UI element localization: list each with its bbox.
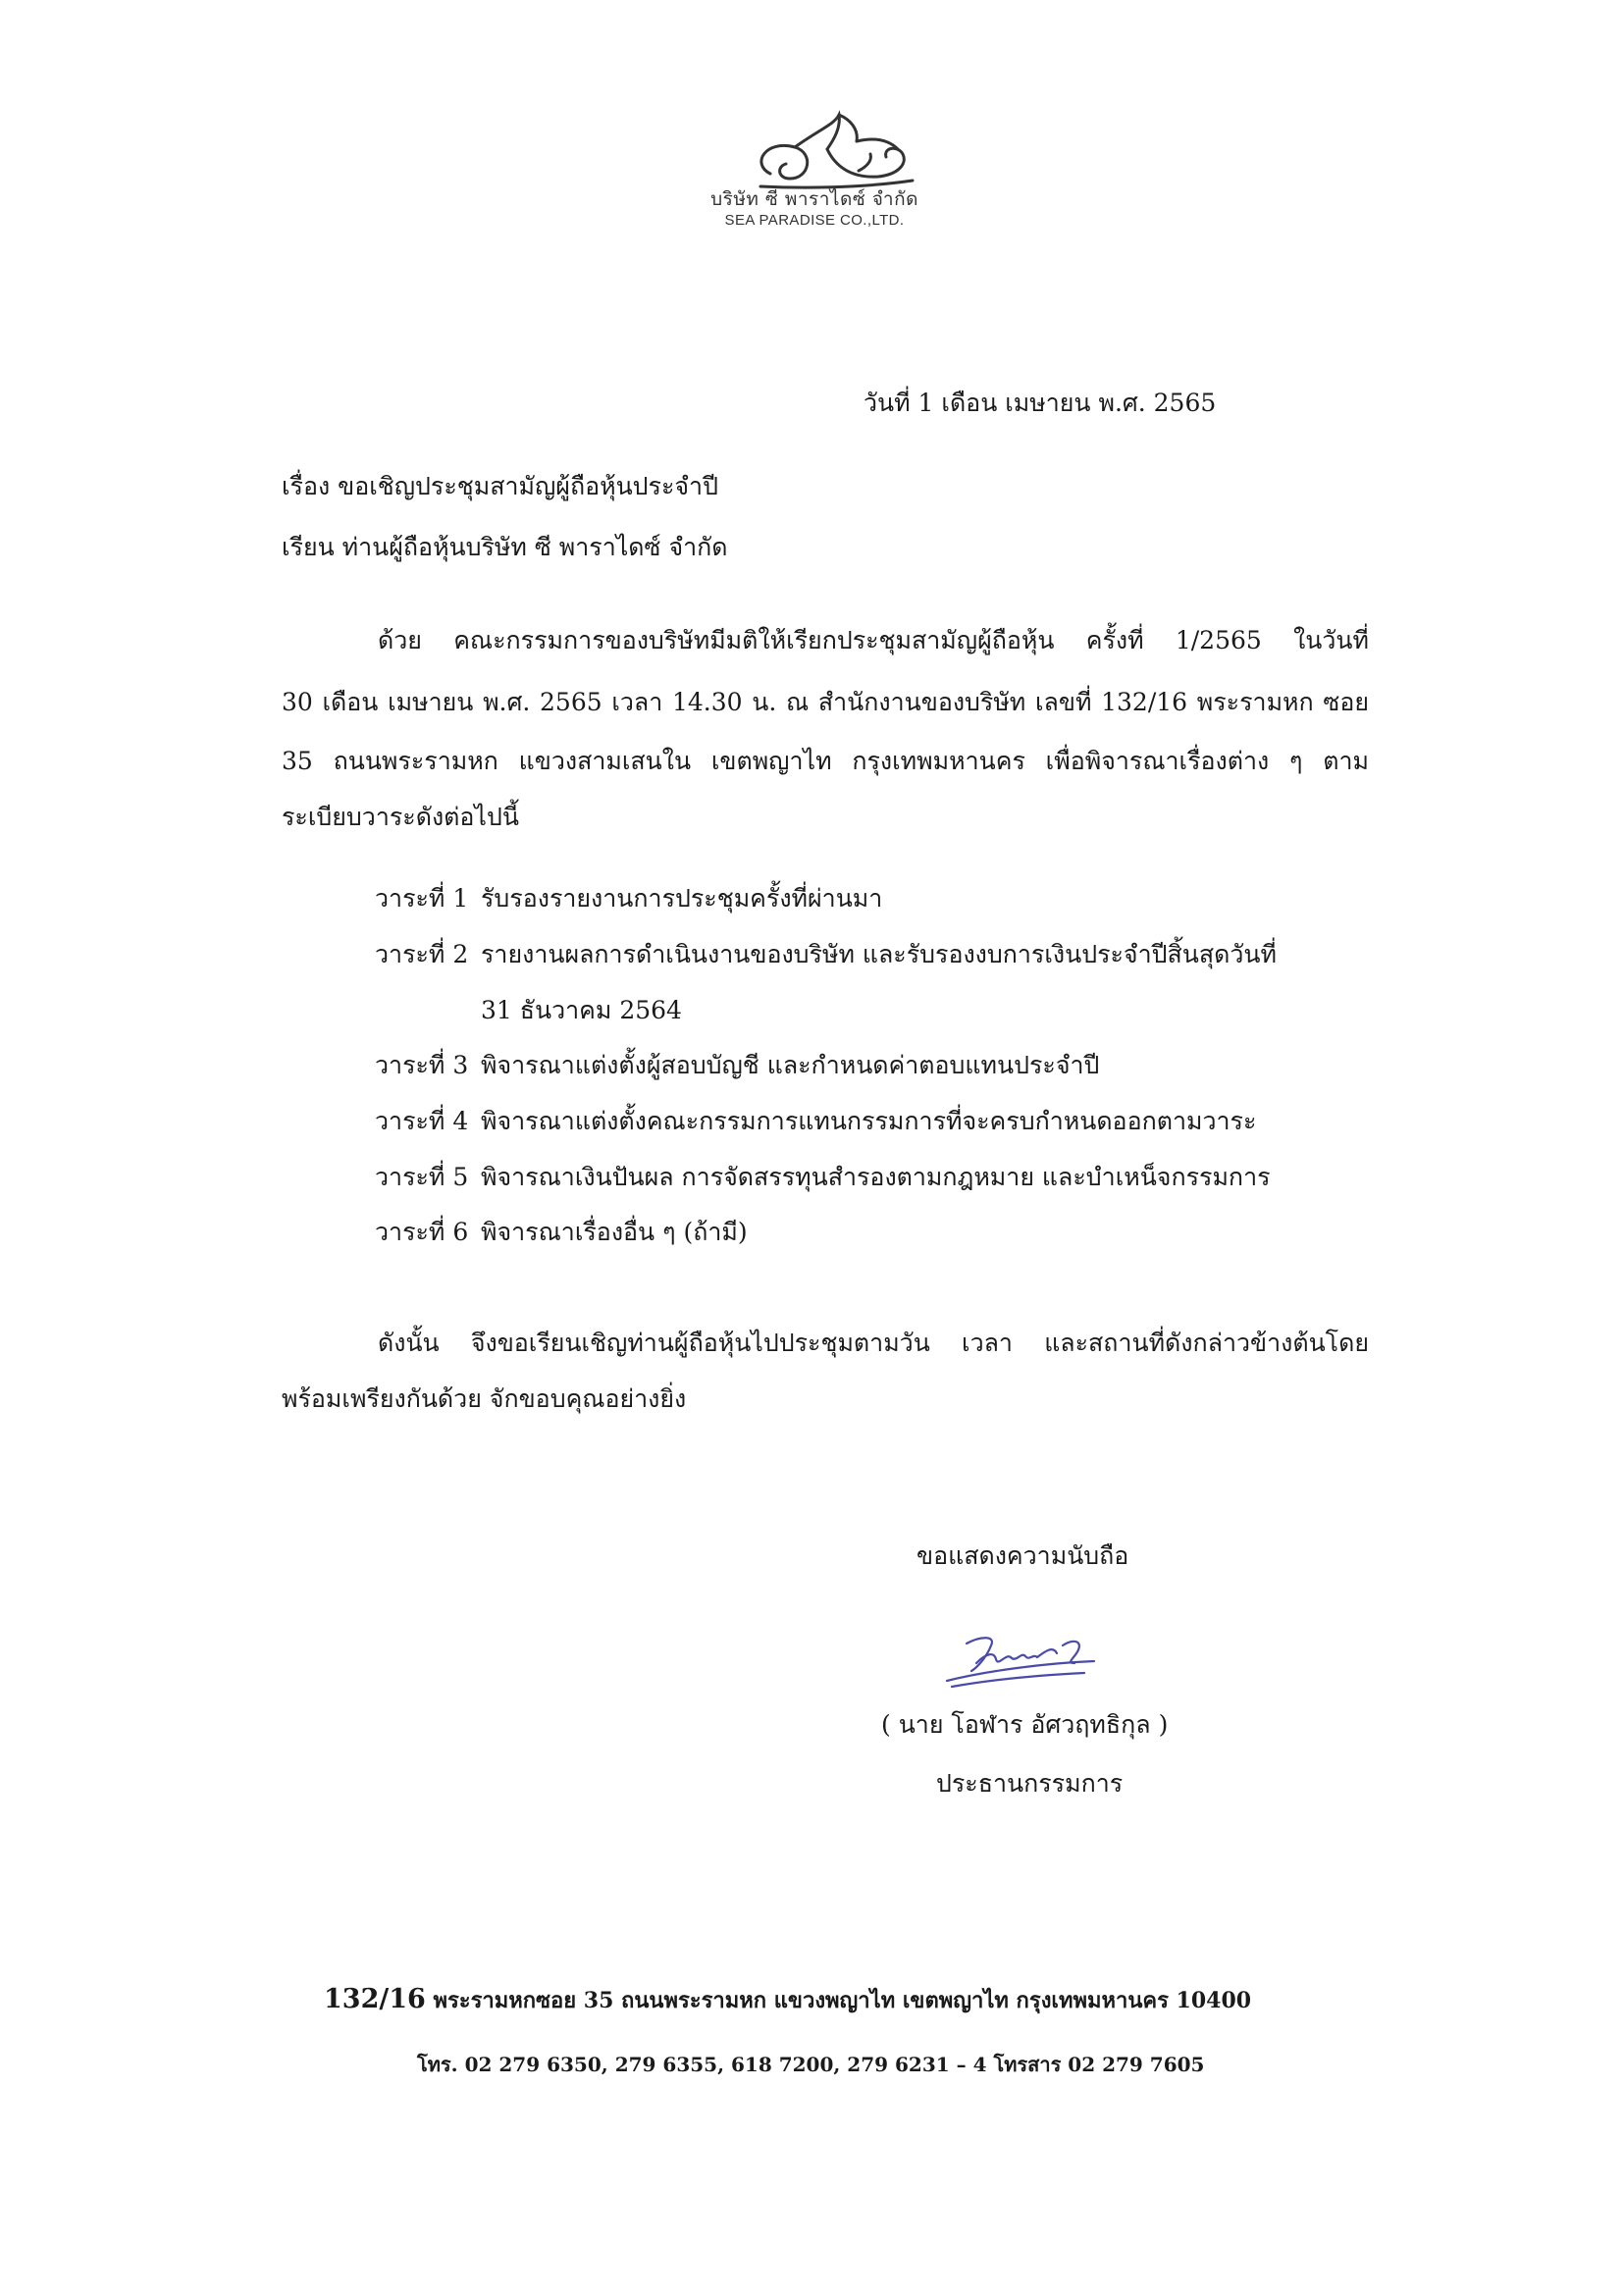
footer-contact: โทร. 02 279 6350, 279 6355, 618 7200, 279 6231 – 4 โทรสาร 02 279 7605 bbox=[417, 2053, 1205, 2076]
footer-address bbox=[324, 1983, 1251, 2017]
footer-address-text: พระรามหกซอย 35 ถนนพระรามหก แขวงพญาไท เขตพญาไท กรุงเทพมหานคร 10400 bbox=[425, 1988, 1252, 2013]
agenda-item-label: วาระที่ 4 bbox=[375, 1107, 469, 1135]
agenda-item-label: วาระที่ 1 bbox=[375, 884, 469, 913]
agenda-item-label: วาระที่ 3 bbox=[375, 1051, 469, 1079]
intro-line: ระเบียบวาระดังต่อไปนี้ bbox=[282, 803, 519, 831]
agenda-item-text: พิจารณาเรื่องอื่น ๆ (ถ้ามี) bbox=[481, 1218, 748, 1246]
agenda-item-label: วาระที่ 5 bbox=[375, 1163, 469, 1191]
footer-address-number: 132/16 bbox=[324, 1984, 426, 2014]
agenda-item-text: รับรองรายงานการประชุมครั้งที่ผ่านมา bbox=[481, 884, 883, 913]
letter-date: วันที่ 1 เดือน เมษายน พ.ศ. 2565 bbox=[864, 389, 1217, 417]
agenda-item-text: พิจารณาแต่งตั้งคณะกรรมการแทนกรรมการที่จะครบกำหนดออกตามวาระ bbox=[481, 1107, 1257, 1135]
company-name-thai: บริษัท ซี พาราไดซ์ จำกัด bbox=[710, 188, 918, 210]
letter-recipient: เรียน ท่านผู้ถือหุ้นบริษัท ซี พาราไดซ์ จำกัด bbox=[282, 533, 728, 561]
agenda-item-label: วาระที่ 6 bbox=[375, 1218, 469, 1246]
closing-paragraph-line: พร้อมเพรียงกันด้วย จักขอบคุณอย่างยิ่ง bbox=[282, 1384, 687, 1413]
intro-line: ด้วย คณะกรรมการของบริษัทมีมติให้เรียกประชุมสามัญผู้ถือหุ้น ครั้งที่ 1/2565 ในวันที่ bbox=[378, 626, 1369, 654]
agenda-item-label: วาระที่ 2 bbox=[375, 940, 469, 968]
intro-line: 35 ถนนพระรามหก แขวงสามเสนใน เขตพญาไท กรุงเทพมหานคร เพื่อพิจารณาเรื่องต่าง ๆ ตาม bbox=[282, 747, 1369, 775]
agenda-item-continuation: 31 ธันวาคม 2564 bbox=[481, 996, 682, 1024]
handwritten-signature-icon bbox=[937, 1624, 1114, 1702]
closing-salutation: ขอแสดงความนับถือ bbox=[916, 1541, 1129, 1570]
signer-title: ประธานกรรมการ bbox=[936, 1769, 1124, 1798]
agenda-item-text: พิจารณาเงินปันผล การจัดสรรทุนสำรองตามกฎหมาย และบำเหน็จกรรมการ bbox=[481, 1163, 1271, 1191]
company-name-english: SEA PARADISE CO.,LTD. bbox=[724, 212, 905, 229]
closing-paragraph-line: ดังนั้น จึงขอเรียนเชิญท่านผู้ถือหุ้นไปประชุมตามวัน เวลา และสถานที่ดังกล่าวข้างต้นโดย bbox=[378, 1329, 1369, 1357]
agenda-item-text: รายงานผลการดำเนินงานของบริษัท และรับรองงบการเงินประจำปีสิ้นสุดวันที่ bbox=[481, 940, 1277, 968]
agenda-item-text: พิจารณาแต่งตั้งผู้สอบบัญชี และกำหนดค่าตอบแทนประจำปี bbox=[481, 1051, 1100, 1079]
letter-subject: เรื่อง ขอเชิญประชุมสามัญผู้ถือหุ้นประจำปี bbox=[282, 472, 718, 500]
intro-line: 30 เดือน เมษายน พ.ศ. 2565 เวลา 14.30 น. ณ สำนักงานของบริษัท เลขที่ 132/16 พระรามหก ซอย bbox=[282, 688, 1369, 716]
signer-name: ( นาย โอฬาร อัศวฤทธิกุล ) bbox=[881, 1710, 1169, 1739]
